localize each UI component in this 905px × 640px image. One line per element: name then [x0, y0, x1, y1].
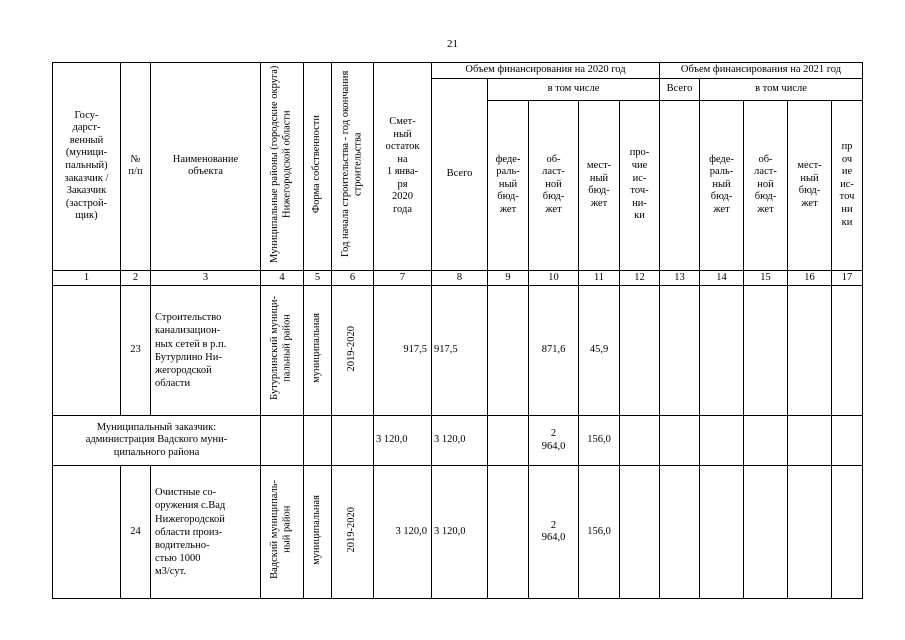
cell-num: 24 [121, 466, 151, 599]
column-number: 11 [579, 270, 620, 286]
column-number: 15 [744, 270, 788, 286]
cell-federal-2020 [488, 466, 529, 599]
cell-total-2021 [660, 286, 700, 416]
header-ownership: Форма собственности [304, 63, 332, 271]
cell-group-label: Муниципальный заказчик: администрация Вадского муни- ципального района [53, 416, 261, 466]
column-number: 6 [332, 270, 374, 286]
cell-federal-2020 [488, 416, 529, 466]
cell-other-2021 [832, 286, 863, 416]
cell-district [261, 416, 304, 466]
cell-estimate-balance: 3 120,0 [374, 416, 432, 466]
cell-federal-2021 [700, 416, 744, 466]
cell-ownership: муниципальная [304, 466, 332, 599]
header-regional-2020: об- ласт- ной бюд- жет [529, 100, 579, 270]
cell-regional-2021 [744, 416, 788, 466]
budget-table [52, 62, 863, 599]
header-funding-2020: Объем финансирования на 2020 год [432, 63, 660, 79]
cell-district: Вадский муниципаль- ный район [261, 466, 304, 599]
header-other-2021: пр оч ие ис- точ ни ки [832, 100, 863, 270]
cell-regional-2020: 871,6 [529, 286, 579, 416]
header-including-2020: в том числе [488, 79, 660, 101]
page-number: 21 [447, 38, 458, 50]
cell-estimate-balance: 3 120,0 [374, 466, 432, 599]
cell-federal-2020 [488, 286, 529, 416]
cell-regional-2021 [744, 286, 788, 416]
header-local-2021: мест- ный бюд- жет [788, 100, 832, 270]
table-row [53, 466, 863, 599]
cell-other-2020 [620, 466, 660, 599]
cell-years [332, 416, 374, 466]
cell-total-2021 [660, 466, 700, 599]
cell-regional-2020: 2 964,0 [529, 466, 579, 599]
header-district: Муниципальные районы (городские округа) Нижегородской области [261, 63, 304, 271]
cell-total-2020: 3 120,0 [432, 416, 488, 466]
header-total-2021: Всего [660, 79, 700, 101]
cell-ownership [304, 416, 332, 466]
cell-local-2021 [788, 286, 832, 416]
column-number: 2 [121, 270, 151, 286]
column-number: 17 [832, 270, 863, 286]
cell-local-2020: 45,9 [579, 286, 620, 416]
cell-other-2021 [832, 466, 863, 599]
header-funding-2021: Объем финансирования на 2021 год [660, 63, 863, 79]
header-num: № п/п [121, 63, 151, 271]
header-federal-2021: феде- раль- ный бюд- жет [700, 100, 744, 270]
cell-object-name: Строительство канализацион- ных сетей в р.п. Бутурлино Ни- жегородской области [151, 286, 261, 416]
header-estimate-balance: Смет- ный остаток на 1 янва- ря 2020 года [374, 63, 432, 271]
cell-total-2020: 3 120,0 [432, 466, 488, 599]
header-years: Год начала строительства - год окончания строительства [332, 63, 374, 271]
cell-local-2021 [788, 466, 832, 599]
column-number: 12 [620, 270, 660, 286]
column-number: 9 [488, 270, 529, 286]
cell-num: 23 [121, 286, 151, 416]
cell-total-2021 [660, 416, 700, 466]
header-federal-2020: феде- раль- ный бюд- жет [488, 100, 529, 270]
cell-other-2021 [832, 416, 863, 466]
cell-other-2020 [620, 286, 660, 416]
cell-local-2021 [788, 416, 832, 466]
table-row-group [53, 416, 863, 466]
cell-local-2020: 156,0 [579, 416, 620, 466]
column-number: 14 [700, 270, 744, 286]
cell-regional-2020: 2 964,0 [529, 416, 579, 466]
cell-customer [53, 466, 121, 599]
cell-customer [53, 286, 121, 416]
column-number: 16 [788, 270, 832, 286]
cell-total-2020: 917,5 [432, 286, 488, 416]
header-empty-2021 [660, 100, 700, 270]
header-including-2021: в том числе [700, 79, 863, 101]
cell-federal-2021 [700, 466, 744, 599]
column-number: 3 [151, 270, 261, 286]
cell-ownership: муниципальная [304, 286, 332, 416]
header-local-2020: мест- ный бюд- жет [579, 100, 620, 270]
column-number: 1 [53, 270, 121, 286]
column-number-row [53, 270, 863, 286]
header-customer: Госу- дарст- венный (муници- пальный) заказчик / Заказчик (застрой- щик) [53, 63, 121, 271]
cell-estimate-balance: 917,5 [374, 286, 432, 416]
cell-federal-2021 [700, 286, 744, 416]
cell-regional-2021 [744, 466, 788, 599]
column-number: 8 [432, 270, 488, 286]
cell-years: 2019-2020 [332, 466, 374, 599]
header-total-2020: Всего [432, 79, 488, 271]
cell-object-name: Очистные со- оружения с.Вад Нижегородской области произ- водительно- стью 1000 м3/сут. [151, 466, 261, 599]
cell-local-2020: 156,0 [579, 466, 620, 599]
cell-district: Бутурлинский муници- пальный район [261, 286, 304, 416]
header-object-name: Наименование объекта [151, 63, 261, 271]
cell-other-2020 [620, 416, 660, 466]
column-number: 10 [529, 270, 579, 286]
column-number: 4 [261, 270, 304, 286]
table-row [53, 286, 863, 416]
column-number: 7 [374, 270, 432, 286]
header-other-2020: про- чие ис- точ- ни- ки [620, 100, 660, 270]
cell-years: 2019-2020 [332, 286, 374, 416]
column-number: 13 [660, 270, 700, 286]
column-number: 5 [304, 270, 332, 286]
header-regional-2021: об- ласт- ной бюд- жет [744, 100, 788, 270]
